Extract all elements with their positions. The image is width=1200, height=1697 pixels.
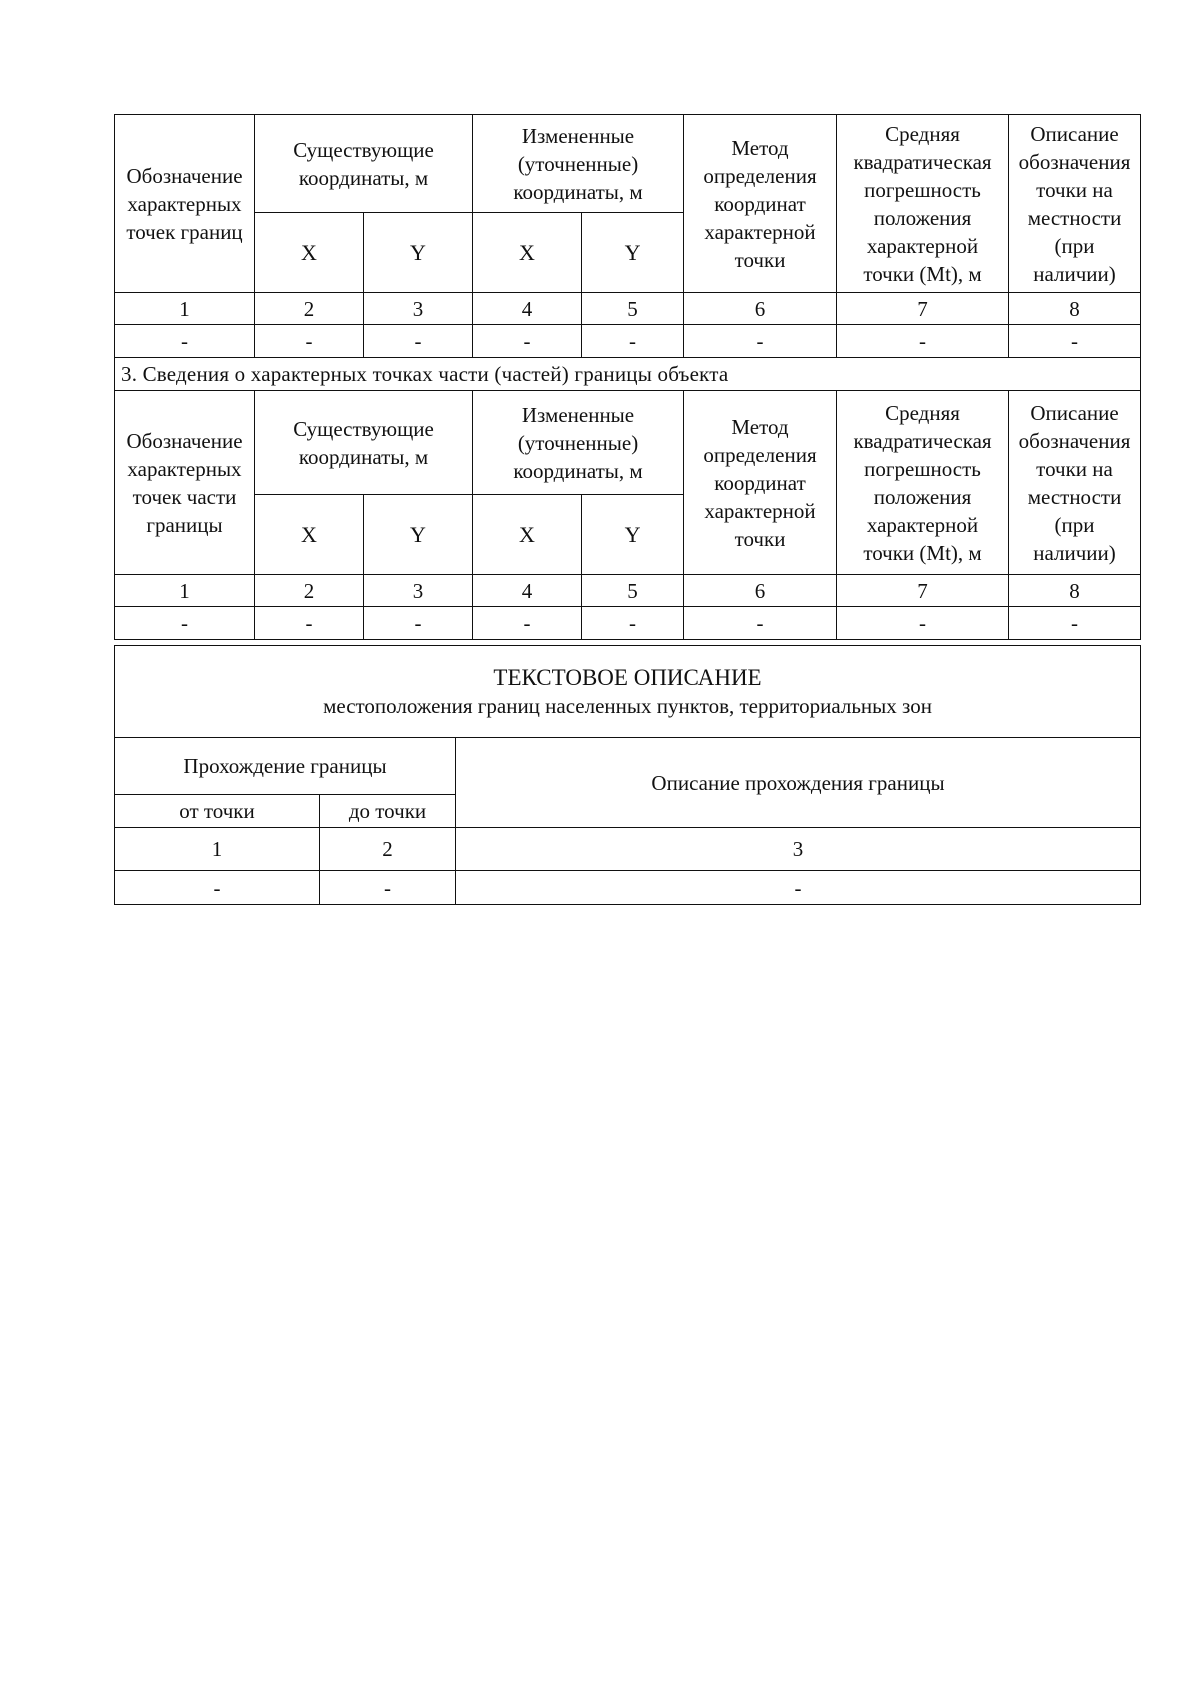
table-cell: - — [115, 607, 255, 640]
table-cell: - — [115, 325, 255, 358]
header-existing-coords: Существующие координаты, м — [255, 391, 473, 495]
col-number: 2 — [255, 293, 364, 325]
col-number: 6 — [684, 575, 837, 607]
table-cell: - — [1009, 607, 1141, 640]
header-passage: Прохождение границы — [115, 738, 456, 795]
header-passage-description: Описание прохождения границы — [456, 738, 1141, 828]
col-number: 7 — [837, 293, 1009, 325]
table-row — [115, 607, 1141, 640]
text-description-title: ТЕКСТОВОЕ ОПИСАНИЕ — [493, 664, 762, 690]
table-cell: - — [684, 607, 837, 640]
section-3-title: 3. Сведения о характерных точках части (частей) границы объекта — [115, 358, 1141, 391]
table-cell: - — [473, 607, 582, 640]
header-description: Описание обозначения точки на местности (при наличии) — [1009, 115, 1141, 293]
table-cell: - — [837, 607, 1009, 640]
col-number: 3 — [364, 293, 473, 325]
header-to-point: до точки — [320, 795, 456, 828]
col-number: 1 — [115, 575, 255, 607]
header-y-existing: Y — [364, 213, 473, 293]
header-y-changed: Y — [582, 495, 684, 575]
header-x-changed: X — [473, 495, 582, 575]
column-numbers-row — [115, 293, 1141, 325]
header-x-existing: X — [255, 213, 364, 293]
table-cell: - — [684, 325, 837, 358]
header-x-changed: X — [473, 213, 582, 293]
header-description: Описание обозначения точки на местности (при наличии) — [1009, 391, 1141, 575]
table-cell: - — [255, 325, 364, 358]
col-number: 6 — [684, 293, 837, 325]
text-description-table — [114, 645, 1141, 905]
table-cell: - — [255, 607, 364, 640]
col-number: 2 — [255, 575, 364, 607]
header-x-existing: X — [255, 495, 364, 575]
table-cell: - — [837, 325, 1009, 358]
header-method: Метод определения координат характерной точки — [684, 115, 837, 293]
table-cell: - — [364, 607, 473, 640]
col-number: 1 — [115, 828, 320, 871]
col-number: 5 — [582, 575, 684, 607]
header-y-changed: Y — [582, 213, 684, 293]
table-row — [115, 325, 1141, 358]
table-cell: - — [1009, 325, 1141, 358]
header-from-point: от точки — [115, 795, 320, 828]
header-designation-part: Обозначение характерных точек части границы — [115, 391, 255, 575]
text-description-subtitle: местоположения границ населенных пунктов, территориальных зон — [323, 693, 932, 718]
col-number: 3 — [456, 828, 1141, 871]
header-changed-coords: Измененные (уточненные) координаты, м — [473, 391, 684, 495]
header-error: Средняя квадратическая погрешность положения характерной точки (Mt), м — [837, 115, 1009, 293]
table-cell: - — [320, 871, 456, 905]
column-numbers-row — [115, 575, 1141, 607]
table-cell: - — [582, 325, 684, 358]
header-method: Метод определения координат характерной точки — [684, 391, 837, 575]
col-number: 4 — [473, 293, 582, 325]
header-designation: Обозначение характерных точек границ — [115, 115, 255, 293]
table-row — [115, 871, 1141, 905]
header-changed-coords: Измененные (уточненные) координаты, м — [473, 115, 684, 213]
header-y-existing: Y — [364, 495, 473, 575]
column-numbers-row — [115, 828, 1141, 871]
col-number: 2 — [320, 828, 456, 871]
text-description-header — [115, 646, 1141, 738]
col-number: 5 — [582, 293, 684, 325]
table-cell: - — [456, 871, 1141, 905]
col-number: 4 — [473, 575, 582, 607]
table-cell: - — [115, 871, 320, 905]
table-cell: - — [582, 607, 684, 640]
col-number: 8 — [1009, 575, 1141, 607]
col-number: 1 — [115, 293, 255, 325]
table-cell: - — [364, 325, 473, 358]
header-error: Средняя квадратическая погрешность положения характерной точки (Mt), м — [837, 391, 1009, 575]
col-number: 8 — [1009, 293, 1141, 325]
header-existing-coords: Существующие координаты, м — [255, 115, 473, 213]
coordinates-table — [114, 114, 1141, 640]
table-cell: - — [473, 325, 582, 358]
col-number: 7 — [837, 575, 1009, 607]
col-number: 3 — [364, 575, 473, 607]
